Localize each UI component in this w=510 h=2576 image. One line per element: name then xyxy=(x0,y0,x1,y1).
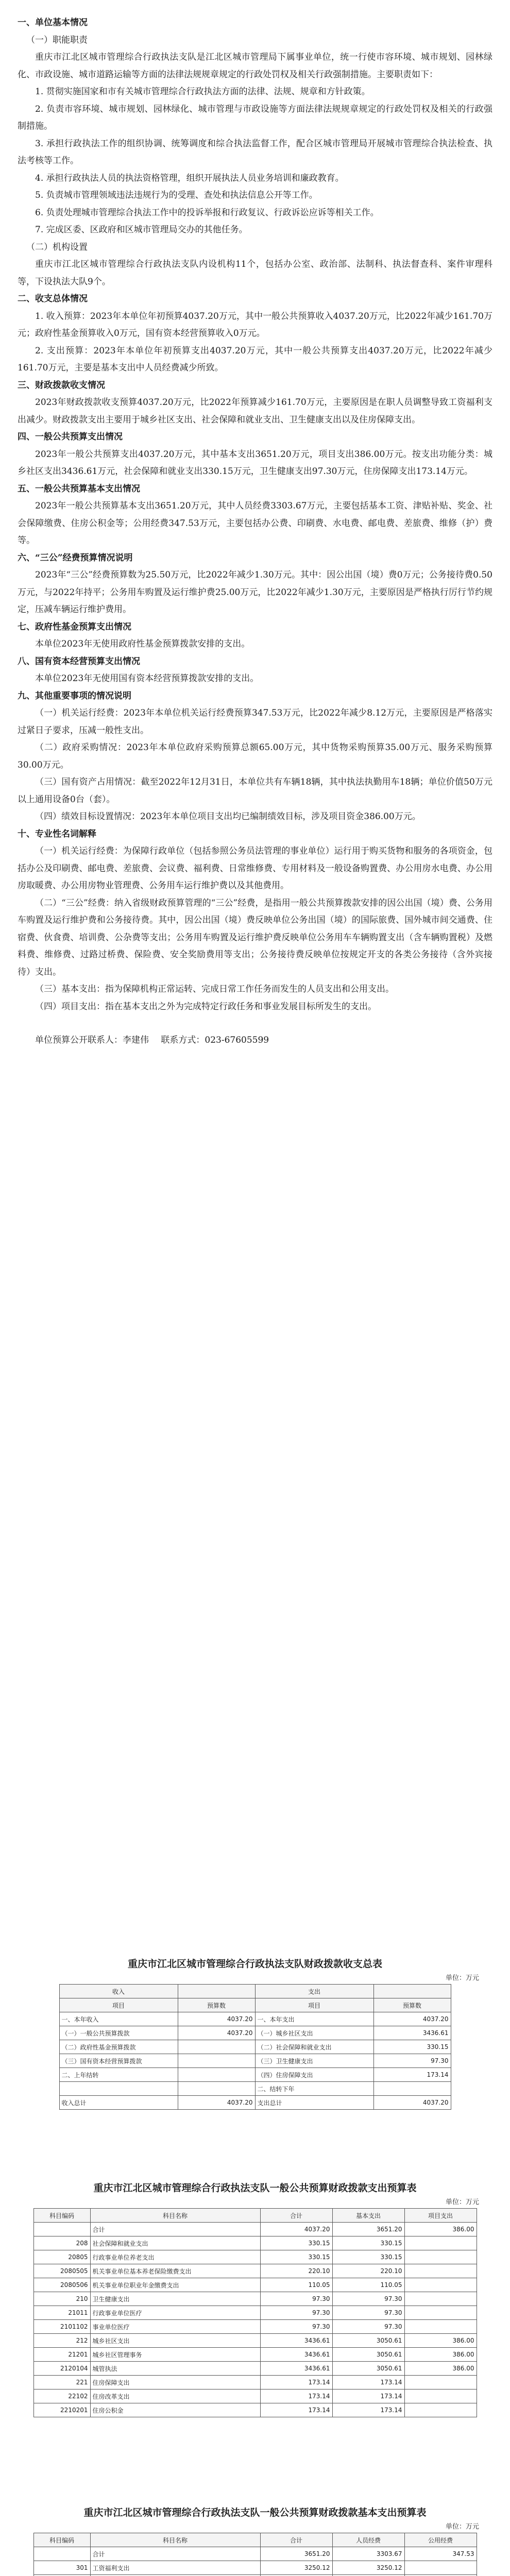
table-header-cell: 合计 xyxy=(260,2209,332,2223)
table-cell: 住房改革支出 xyxy=(90,2389,260,2403)
section-heading: 六、“三公”经费预算情况说明 xyxy=(18,552,133,563)
table-header-cell: 收入 xyxy=(59,1985,178,1998)
table-row xyxy=(59,2040,451,2054)
table-cell: 一、本年收入 xyxy=(59,2012,178,2026)
section-heading: 三、财政拨款收支情况 xyxy=(18,380,105,391)
table-cell: 221 xyxy=(33,2376,90,2389)
table-cell: 3250.12 xyxy=(332,2561,404,2575)
table-cell: 97.30 xyxy=(260,2306,332,2320)
table-unit: 单位：万元 xyxy=(445,1974,479,1982)
table-cell: 97.30 xyxy=(260,2292,332,2306)
table-cell: 347.53 xyxy=(404,2547,477,2561)
table-cell: 330.15 xyxy=(373,2040,451,2054)
table-row xyxy=(33,2334,477,2348)
paragraph: 1. 贯彻实施国家和市有关城市管理综合行政执法方面的法律、法规、规章和方针政策。 xyxy=(35,87,370,97)
table-cell: 330.15 xyxy=(332,2250,404,2264)
paragraph: 3. 承担行政执法工作的组织协调、统筹调度和综合执法监督工作，配合区城市管理局开展城市管理综合执法检查、执法考核等工作。 xyxy=(18,138,492,166)
table-cell: 二、结转下年 xyxy=(255,2082,373,2096)
table-cell: 3050.61 xyxy=(332,2334,404,2348)
table-header-cell xyxy=(373,1985,451,1998)
table-header-cell: 科目名称 xyxy=(90,2533,260,2547)
table-cell: （一）一般公共预算拨款 xyxy=(59,2026,178,2040)
paragraph: 5. 负责城市管理领域违法违规行为的受理、查处和执法信息公开等工作。 xyxy=(35,190,318,200)
table-cell: （二）社会保障和就业支出 xyxy=(255,2040,373,2054)
table-cell: 386.00 xyxy=(404,2223,477,2236)
paragraph: 2023年一般公共预算支出4037.20万元，其中基本支出3651.20万元，项目支出386.00万元。按支出功能分类：城乡社区支出3436.61万元，社会保障和就业支出330.15万元，卫生健康支出97.30万元，住房保障支出173.14万元。 xyxy=(18,449,492,477)
paragraph: 重庆市江北区城市管理综合行政执法支队内设机构11个，包括办公室、政治部、法制科、执法督查科、案件审理科等，下设执法大队9个。 xyxy=(18,259,492,287)
table-cell: 3436.61 xyxy=(260,2334,332,2348)
table-cell: 220.10 xyxy=(332,2264,404,2278)
table-cell: 4037.20 xyxy=(178,2026,255,2040)
table-cell: 二、上年结转 xyxy=(59,2068,178,2082)
t1-table-block xyxy=(0,1945,510,2110)
table-header-cell: 科目编码 xyxy=(33,2209,90,2223)
table-cell: 97.30 xyxy=(332,2306,404,2320)
paragraph: 7. 完成区委、区政府和区城市管理局交办的其他任务。 xyxy=(35,225,248,235)
table-row xyxy=(59,2096,451,2110)
table-cell: 210 xyxy=(33,2292,90,2306)
table-cell: （三）卫生健康支出 xyxy=(255,2054,373,2068)
section-heading: 四、一般公共预算支出情况 xyxy=(18,432,123,442)
table-cell: 97.30 xyxy=(373,2054,451,2068)
table-cell: 3436.61 xyxy=(373,2026,451,2040)
table-cell: 支出总计 xyxy=(255,2096,373,2110)
table-row xyxy=(33,2561,477,2575)
table-cell: 21011 xyxy=(33,2306,90,2320)
table-cell: 收入总计 xyxy=(59,2096,178,2110)
section-heading: 七、政府性基金预算支出情况 xyxy=(18,621,131,632)
table-cell: 3303.67 xyxy=(332,2547,404,2561)
table-cell: 社会保障和就业支出 xyxy=(90,2236,260,2250)
table-cell: 行政事业单位医疗 xyxy=(90,2306,260,2320)
table-row xyxy=(59,2026,451,2040)
paragraph: 2023年财政拨款收支预算4037.20万元，比2022年预算减少161.70万元，主要原因是在职人员调整导致工资福利支出减少。财政拨款支出主要用于城乡社区支出、社会保障和就业支出、卫生健康支出以及住房保障支出。 xyxy=(18,397,492,425)
table-row xyxy=(33,2376,477,2389)
table-cell: 机关事业单位基本养老保险缴费支出 xyxy=(90,2264,260,2278)
table-cell: 173.14 xyxy=(260,2403,332,2417)
table-cell: 208 xyxy=(33,2236,90,2250)
table-cell: 3651.20 xyxy=(332,2223,404,2236)
table-cell xyxy=(178,2068,255,2082)
table-cell: 2080506 xyxy=(33,2278,90,2292)
section-heading: （一）职能职责 xyxy=(26,35,88,45)
table-title: 重庆市江北区城市管理综合行政执法支队一般公共预算财政拨款支出预算表 xyxy=(93,2182,417,2194)
table-cell: 173.14 xyxy=(332,2376,404,2389)
table-cell xyxy=(178,2040,255,2054)
table-row xyxy=(33,2278,477,2292)
paragraph: （二）政府采购情况：2023年本单位政府采购预算总额65.00万元，其中货物采购预算35.00万元、服务采购预算30.00万元。 xyxy=(18,742,492,770)
t1-table xyxy=(59,1984,451,2110)
table-cell: 212 xyxy=(33,2334,90,2348)
table-unit: 单位：万元 xyxy=(445,2523,479,2531)
table-cell: 21201 xyxy=(33,2348,90,2362)
table-row xyxy=(33,2236,477,2250)
table-cell: 173.14 xyxy=(373,2068,451,2082)
table-row xyxy=(33,2320,477,2334)
table-cell xyxy=(178,2054,255,2068)
table-row xyxy=(33,2403,477,2417)
table-row xyxy=(59,2068,451,2082)
paragraph: 重庆市江北区城市管理综合行政执法支队是江北区城市管理局下属事业单位，统一行使市容环境、城市规划、园林绿化、市政设施、城市道路运输等方面的法律法规规章规定的行政处罚权及相关行政强制措施。主要职责如下： xyxy=(18,52,492,80)
section-heading: 八、国有资本经营预算支出情况 xyxy=(18,656,140,667)
table-row xyxy=(33,2362,477,2376)
paragraph: （四）项目支出：指在基本支出之外为完成特定行政任务和事业发展目标所发生的支出。 xyxy=(35,1001,377,1012)
table-row xyxy=(59,2054,451,2068)
table-cell: 4037.20 xyxy=(178,2012,255,2026)
table-header-cell xyxy=(178,1985,255,1998)
paragraph: 6. 负责处理城市管理综合执法工作中的投诉举报和行政复议、行政诉讼应诉等相关工作。 xyxy=(35,207,379,218)
table-row xyxy=(33,2250,477,2264)
table-row xyxy=(33,2306,477,2320)
t3-table-block xyxy=(0,2494,510,2576)
table-row xyxy=(33,2348,477,2362)
section-heading: 九、其他重要事项的情况说明 xyxy=(18,690,131,701)
table-cell: 2120104 xyxy=(33,2362,90,2376)
table-cell xyxy=(33,2547,90,2561)
table-cell: 386.00 xyxy=(404,2362,477,2376)
table-cell: 机关事业单位职业年金缴费支出 xyxy=(90,2278,260,2292)
contact-person: 单位预算公开联系人：李建伟 xyxy=(35,1035,149,1045)
table-cell xyxy=(404,2278,477,2292)
table-cell: 4037.20 xyxy=(178,2096,255,2110)
paragraph: 2. 负责市容环境、城市规划、园林绿化、城市管理与市政设施等方面法律法规规章规定的行政处罚权及相关的行政强制措施。 xyxy=(18,104,492,131)
table-cell: （四）住房保障支出 xyxy=(255,2068,373,2082)
table-cell xyxy=(178,2082,255,2096)
table-cell: 22102 xyxy=(33,2389,90,2403)
table-cell xyxy=(404,2376,477,2389)
table-cell: 3250.12 xyxy=(260,2561,332,2575)
table-cell: 合计 xyxy=(90,2223,260,2236)
table-row xyxy=(33,2547,477,2561)
table-cell: 3651.20 xyxy=(260,2547,332,2561)
table-cell xyxy=(59,2082,178,2096)
table-cell xyxy=(404,2320,477,2334)
table-header-cell: 公用经费 xyxy=(404,2533,477,2547)
table-cell: 行政事业单位养老支出 xyxy=(90,2250,260,2264)
table-cell: 3436.61 xyxy=(260,2362,332,2376)
t2-table xyxy=(33,2208,477,2417)
table-cell: （二）政府性基金预算拨款 xyxy=(59,2040,178,2054)
table-cell xyxy=(404,2306,477,2320)
table-title: 重庆市江北区城市管理综合行政执法支队一般公共预算财政拨款基本支出预算表 xyxy=(83,2507,427,2518)
contact-line xyxy=(0,1018,510,1049)
t3-table xyxy=(33,2533,477,2576)
paragraph: （四）绩效目标设置情况：2023年本单位项目支出均已编制绩效目标，涉及项目资金386.00万元。 xyxy=(35,811,421,822)
table-cell: 173.14 xyxy=(332,2403,404,2417)
table-cell xyxy=(404,2264,477,2278)
table-row xyxy=(33,2292,477,2306)
table-header-cell: 预算数 xyxy=(178,1998,255,2012)
budget-explanation-text xyxy=(0,0,510,1015)
table-header-cell: 项目 xyxy=(59,1998,178,2012)
table-cell: 一、本年支出 xyxy=(255,2012,373,2026)
table-cell: 330.15 xyxy=(260,2236,332,2250)
table-cell: 97.30 xyxy=(332,2320,404,2334)
table-cell: 301 xyxy=(33,2561,90,2575)
table-cell: 2101102 xyxy=(33,2320,90,2334)
table-header-cell: 项目支出 xyxy=(404,2209,477,2223)
table-cell xyxy=(373,2082,451,2096)
table-cell: 386.00 xyxy=(404,2348,477,2362)
table-cell xyxy=(404,2236,477,2250)
table-cell: 城乡社区管理事务 xyxy=(90,2348,260,2362)
table-cell: 97.30 xyxy=(260,2320,332,2334)
table-cell: （三）国有资本经营预算拨款 xyxy=(59,2054,178,2068)
paragraph: 2. 支出预算：2023年本单位年初预算支出4037.20万元，其中一般公共预算支出4037.20万元，比2022年减少161.70万元，主要是基本支出中人员经费减少所致。 xyxy=(18,345,492,373)
table-header-cell: 科目编码 xyxy=(33,2533,90,2547)
paragraph: （三）国有资产占用情况：截至2022年12月31日，本单位共有车辆18辆，其中执法执勤用车18辆；单位价值50万元以上通用设备0台（套）。 xyxy=(18,777,492,805)
table-unit: 单位：万元 xyxy=(445,2198,479,2206)
table-header-row xyxy=(59,1985,451,1998)
paragraph: 2023年一般公共预算基本支出3651.20万元，其中人员经费3303.67万元，主要包括基本工资、津贴补贴、奖金、社会保障缴费、住房公积金等；公用经费347.53万元，主要包括办公费、印刷费、水电费、邮电费、差旅费、维修（护）费等。 xyxy=(18,501,492,546)
paragraph: （一）机关运行经费：为保障行政单位（包括参照公务员法管理的事业单位）运行用于购买货物和服务的各项资金，包括办公及印刷费、邮电费、差旅费、会议费、福利费、日常维修费、专用材料及一般设备购置费、办公用房水电费、办公用房取暖费、办公用房物业管理费、公务用车运行维护费以及其他费用。 xyxy=(18,846,492,891)
paragraph: （二）“三公”经费：纳入省级财政预算管理的“三公”经费，是指用一般公共预算拨款安排的因公出国（境）费、公务用车购置及运行维护费和公务接待费。其中，因公出国（境）费反映单位公务出国（境）的国际旅费、国外城市间交通费、住宿费、伙食费、培训费、公杂费等支出；公务用车购置及运行维护费反映单位公务用车车辆购置支出（含车辆购置税）及燃料费、维修费、过路过桥费、保险费、安全奖励费用等支出；公务接待费反映单位按规定开支的各类公务接待（含外宾接待）支出。 xyxy=(18,897,492,977)
table-header-cell: 预算数 xyxy=(373,1998,451,2012)
table-cell: 住房保障支出 xyxy=(90,2376,260,2389)
paragraph: 2023年“三公”经费预算数为25.50万元，比2022年减少1.30万元。其中：因公出国（境）费0万元；公务接待费0.50万元，与2022年持平；公务用车购置及运行维护费25.00万元，比2022年减少1.30万元，主要原因是严格执行厉行节约规定，压减车辆运行维护费用。 xyxy=(18,570,492,615)
table-cell: 住房公积金 xyxy=(90,2403,260,2417)
section-heading: 五、一般公共预算基本支出情况 xyxy=(18,483,140,494)
table-title: 重庆市江北区城市管理综合行政执法支队财政拨款收支总表 xyxy=(127,1958,382,1970)
table-cell: 城管执法 xyxy=(90,2362,260,2376)
table-cell: 卫生健康支出 xyxy=(90,2292,260,2306)
table-row xyxy=(59,2082,451,2096)
section-heading: 十、专业性名词解释 xyxy=(18,828,96,839)
section-heading: （二）机构设置 xyxy=(26,242,88,252)
t2-table-block xyxy=(0,2169,510,2417)
table-cell: 173.14 xyxy=(260,2376,332,2389)
table-cell: （一）城乡社区支出 xyxy=(255,2026,373,2040)
table-cell xyxy=(404,2292,477,2306)
table-cell xyxy=(404,2403,477,2417)
table-cell: 4037.20 xyxy=(373,2096,451,2110)
table-cell: 事业单位医疗 xyxy=(90,2320,260,2334)
table-header-cell: 基本支出 xyxy=(332,2209,404,2223)
table-row xyxy=(59,2012,451,2026)
table-cell: 97.30 xyxy=(332,2292,404,2306)
contact-phone: 联系方式：023-67605599 xyxy=(161,1035,269,1045)
table-cell: 2210201 xyxy=(33,2403,90,2417)
table-cell: 2080505 xyxy=(33,2264,90,2278)
paragraph: （三）基本支出：指为保障机构正常运转、完成日常工作任务而发生的人员支出和公用支出。 xyxy=(35,984,394,994)
table-cell: 4037.20 xyxy=(260,2223,332,2236)
table-header-cell: 项目 xyxy=(255,1998,373,2012)
table-header-cell: 人员经费 xyxy=(332,2533,404,2547)
table-cell: 3436.61 xyxy=(260,2348,332,2362)
table-row xyxy=(33,2389,477,2403)
table-cell: 城乡社区支出 xyxy=(90,2334,260,2348)
table-cell: 110.05 xyxy=(332,2278,404,2292)
table-cell: 4037.20 xyxy=(373,2012,451,2026)
section-heading: 二、收支总体情况 xyxy=(18,294,88,304)
table-cell: 330.15 xyxy=(260,2250,332,2264)
table-cell: 20805 xyxy=(33,2250,90,2264)
table-cell: 工资福利支出 xyxy=(90,2561,260,2575)
table-cell xyxy=(404,2250,477,2264)
paragraph: 本单位2023年无使用政府性基金预算拨款安排的支出。 xyxy=(35,639,250,649)
table-header-row xyxy=(33,2533,477,2547)
table-cell: 合计 xyxy=(90,2547,260,2561)
paragraph: 4. 承担行政执法人员的执法资格管理，组织开展执法人员业务培训和廉政教育。 xyxy=(35,173,344,183)
paragraph: 本单位2023年无使用国有资本经营预算拨款安排的支出。 xyxy=(35,673,259,684)
table-cell xyxy=(404,2561,477,2575)
table-cell: 386.00 xyxy=(404,2334,477,2348)
table-cell: 220.10 xyxy=(260,2264,332,2278)
table-header-cell: 科目名称 xyxy=(90,2209,260,2223)
paragraph: （一）机关运行经费：2023年本单位机关运行经费预算347.53万元，比2022年减少8.12万元，主要原因是严格落实过紧日子要求，压减一般性支出。 xyxy=(18,708,492,736)
table-header-cell: 合计 xyxy=(260,2533,332,2547)
table-cell: 3050.61 xyxy=(332,2348,404,2362)
table-cell: 110.05 xyxy=(260,2278,332,2292)
table-cell xyxy=(404,2389,477,2403)
table-cell: 173.14 xyxy=(332,2389,404,2403)
table-cell: 330.15 xyxy=(332,2236,404,2250)
table-header-row xyxy=(33,2209,477,2223)
table-cell xyxy=(33,2223,90,2236)
table-header-cell: 支出 xyxy=(255,1985,373,1998)
table-header-row xyxy=(59,1998,451,2012)
paragraph: 1. 收入预算：2023年本单位年初预算4037.20万元，其中一般公共预算收入4037.20万元，比2022年减少161.70万元；政府性基金预算收入0万元，国有资本经营预算收入0万元。 xyxy=(18,311,492,338)
table-row xyxy=(33,2223,477,2236)
section-heading: 一、单位基本情况 xyxy=(18,18,88,28)
table-cell: 173.14 xyxy=(260,2389,332,2403)
table-row xyxy=(33,2264,477,2278)
table-cell: 3050.61 xyxy=(332,2362,404,2376)
